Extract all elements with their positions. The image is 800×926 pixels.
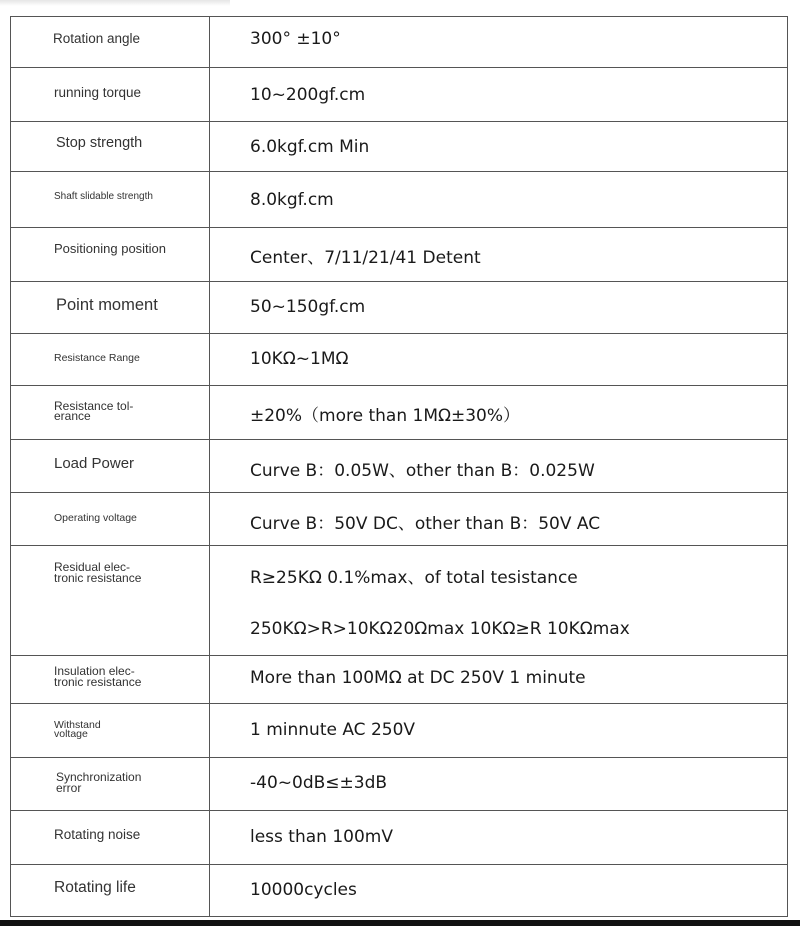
row-label <box>11 656 209 688</box>
row-label-cell <box>11 172 210 228</box>
row-value <box>210 440 787 481</box>
row-value <box>210 493 787 534</box>
row-value <box>210 228 787 268</box>
row-value <box>210 386 787 426</box>
value-line: 50~150gf.cm <box>250 297 366 317</box>
row-label: Rotating life <box>54 879 136 896</box>
table-row <box>11 17 788 68</box>
label-line: Insulation elec- <box>54 664 135 678</box>
table-row <box>11 493 788 546</box>
top-shadow <box>0 0 230 6</box>
row-value <box>210 122 787 157</box>
row-value <box>210 656 787 688</box>
row-value-cell <box>210 17 788 68</box>
row-value-cell <box>210 865 788 917</box>
row-label-cell <box>11 228 210 282</box>
spec-table <box>10 16 788 917</box>
value-line: less than 100mV <box>250 827 393 847</box>
label-line: Withstand <box>54 719 101 731</box>
row-label-cell <box>11 493 210 546</box>
label-line: tronic resistance <box>54 570 142 585</box>
label-line: error <box>56 780 82 795</box>
row-label: Operating voltage <box>54 512 137 524</box>
row-label-cell <box>11 386 210 440</box>
table-row <box>11 440 788 493</box>
row-label-cell <box>11 282 210 334</box>
table-row <box>11 758 788 811</box>
row-value <box>210 334 787 369</box>
table-row <box>11 282 788 334</box>
row-label: Load Power <box>54 455 135 472</box>
row-label <box>11 546 209 584</box>
value-line: -40~0dB≤±3dB <box>250 773 388 793</box>
row-label <box>11 386 209 424</box>
row-value-cell <box>210 172 788 228</box>
row-value-cell <box>210 811 788 865</box>
value-line: More than 100MΩ at DC 250V 1 minute <box>250 668 586 688</box>
table-row <box>11 172 788 228</box>
value-line: Curve B：0.05W、other than B：0.025W <box>250 461 595 481</box>
value-line: 6.0kgf.cm Min <box>250 137 370 157</box>
row-label-cell <box>11 656 210 704</box>
row-label-cell <box>11 811 210 865</box>
bottom-border-bar <box>0 920 800 926</box>
value-line: ±20%（more than 1MΩ±30%） <box>250 406 521 426</box>
table-row <box>11 68 788 122</box>
row-value-cell <box>210 334 788 386</box>
table-row <box>11 334 788 386</box>
label-line: voltage <box>54 728 88 741</box>
row-label-cell <box>11 334 210 386</box>
row-value <box>210 758 787 793</box>
row-label: running torque <box>54 85 142 100</box>
row-value-cell <box>210 704 788 758</box>
row-value <box>210 865 787 900</box>
row-value-cell <box>210 758 788 811</box>
row-label: Shaft slidable strength <box>54 191 153 202</box>
value-line: 1 minnute AC 250V <box>250 720 416 740</box>
row-label: Rotation angle <box>53 31 141 46</box>
value-line: 10000cycles <box>250 880 357 900</box>
row-label: Stop strength <box>56 135 143 151</box>
row-label-cell <box>11 122 210 172</box>
value-line: 10KΩ~1MΩ <box>250 349 349 369</box>
row-value-cell <box>210 440 788 493</box>
table-row <box>11 811 788 865</box>
row-value <box>210 172 787 210</box>
table-row <box>11 546 788 656</box>
value-line: 300° ±10° <box>250 29 341 49</box>
row-value-cell <box>210 282 788 334</box>
row-label: Rotating noise <box>54 827 141 842</box>
value-line: 250KΩ>R>10KΩ20Ωmax 10KΩ≥R 10KΩmax <box>250 619 630 639</box>
row-value-cell <box>210 386 788 440</box>
row-label-cell <box>11 17 210 68</box>
row-label-cell <box>11 758 210 811</box>
value-line: Center、7/11/21/41 Detent <box>250 248 481 268</box>
row-value-cell <box>210 122 788 172</box>
label-line: Resistance tol- <box>54 399 134 413</box>
label-line: tronic resistance <box>54 674 142 689</box>
table-row <box>11 656 788 704</box>
row-label: Positioning position <box>54 241 167 256</box>
value-line: 10~200gf.cm <box>250 85 366 105</box>
row-label-cell <box>11 704 210 758</box>
row-label <box>11 704 209 740</box>
row-value-cell <box>210 68 788 122</box>
row-label-cell <box>11 546 210 656</box>
row-value-cell <box>210 228 788 282</box>
value-line: Curve B：50V DC、other than B：50V AC <box>250 514 601 534</box>
row-value <box>210 68 787 105</box>
table-row <box>11 228 788 282</box>
table-row <box>11 704 788 758</box>
row-value <box>210 282 787 317</box>
label-line: Residual elec- <box>54 560 131 574</box>
row-value-cell <box>210 493 788 546</box>
row-label <box>11 758 209 794</box>
row-label: Point moment <box>56 296 158 314</box>
value-line: R≥25KΩ 0.1%max、of total tesistance <box>250 568 578 588</box>
row-value <box>210 546 787 639</box>
row-label-cell <box>11 440 210 493</box>
row-value <box>210 811 787 847</box>
row-value <box>210 17 787 49</box>
row-label-cell <box>11 68 210 122</box>
row-value-cell <box>210 546 788 656</box>
value-line: 8.0kgf.cm <box>250 190 334 210</box>
table-row <box>11 865 788 917</box>
label-line: Synchronization <box>56 770 142 784</box>
row-value <box>210 704 787 740</box>
table-row <box>11 386 788 440</box>
table-row <box>11 122 788 172</box>
label-line: erance <box>54 409 91 424</box>
row-value-cell <box>210 656 788 704</box>
row-label-cell <box>11 865 210 917</box>
row-label: Resistance Range <box>54 352 140 364</box>
